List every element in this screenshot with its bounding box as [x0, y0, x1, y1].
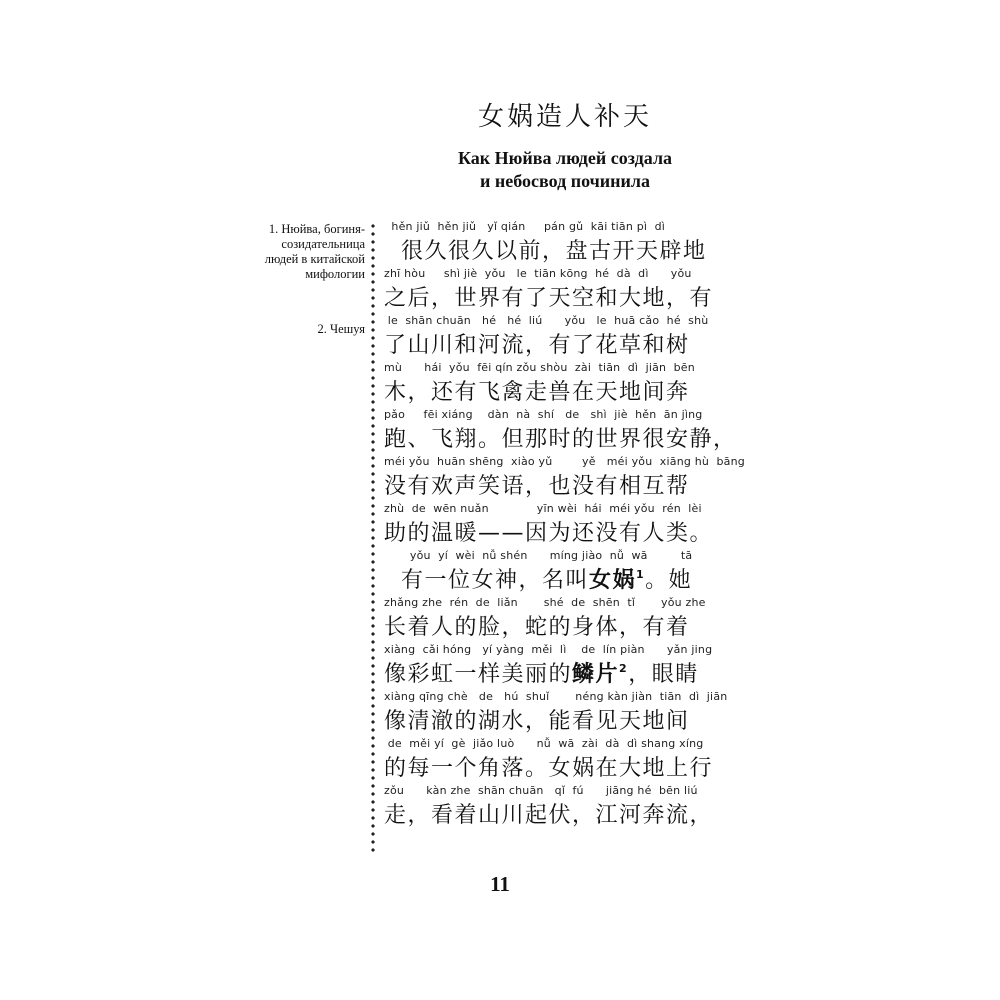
- text-line: [384, 690, 764, 737]
- text-line: [384, 643, 764, 690]
- hanzi: 的每一个角落。女娲在大地上行: [384, 756, 714, 781]
- text-line: [384, 502, 764, 549]
- hanzi: 像清澈的湖水，能看见天地间: [384, 709, 690, 734]
- hanzi: [384, 657, 764, 688]
- hanzi: 了山川和河流，有了花草和树: [384, 333, 690, 358]
- hanzi-part: ，眼睛: [628, 662, 699, 687]
- text-line: [384, 737, 764, 784]
- hanzi: 助的温暖——因为还没有人类。: [384, 521, 714, 546]
- text-line: [384, 314, 764, 361]
- pinyin: hěn jiǔ hěn jiǔ yǐ qián pán gǔ kāi tiān pì dì: [384, 220, 666, 233]
- hanzi: 走，看着山川起伏，江河奔流，: [384, 803, 714, 828]
- hanzi: 木，还有飞禽走兽在天地间奔: [384, 380, 690, 405]
- hanzi: 跑、飞翔。但那时的世界很安静，: [384, 427, 737, 452]
- hanzi-part: 像彩虹一样美丽的: [384, 662, 573, 687]
- margin-notes: [240, 222, 365, 337]
- hanzi: 长着人的脸，蛇的身体，有着: [384, 615, 690, 640]
- text-line: [384, 361, 764, 408]
- pinyin: le shān chuān hé hé liú yǒu le huā cǎo hé shù: [384, 314, 709, 327]
- hanzi: 很久很久以前，盘古开天辟地: [384, 239, 707, 264]
- page-number: 11: [490, 872, 510, 896]
- footnote-2: 2. Чешуя: [317, 322, 365, 336]
- pinyin: zhī hòu shì jiè yǒu le tiān kōng hé dà dì yǒu: [384, 267, 692, 280]
- pinyin: xiàng cǎi hóng yí yàng měi lì de lín piàn yǎn jing: [384, 643, 713, 656]
- pinyin: yǒu yí wèi nǚ shén míng jiào nǚ wā tā: [384, 549, 693, 562]
- footnote-1: 1. Нюйва, богиня- созидательница людей в китайской мифологии: [264, 222, 365, 281]
- glossed-term-scales: 鳞片: [572, 662, 620, 687]
- pinyin: mù hái yǒu fēi qín zǒu shòu zài tiān dì jiān bēn: [384, 361, 695, 374]
- text-line: [384, 549, 764, 596]
- hanzi-part: 。她: [645, 568, 693, 593]
- pinyin: méi yǒu huān shēng xiào yǔ yě méi yǒu xiāng hù bāng: [384, 455, 745, 468]
- text-line: [384, 408, 764, 455]
- subtitle-line-2: и небосвод починила: [480, 171, 650, 191]
- pinyin: zhù de wēn nuǎn yīn wèi hái méi yǒu rén lèi: [384, 502, 702, 515]
- page-subtitle: [0, 147, 1000, 193]
- hanzi: [384, 563, 764, 594]
- text-line: [384, 455, 764, 502]
- pinyin: zǒu kàn zhe shān chuān qǐ fú jiāng hé bēn liú: [384, 784, 698, 797]
- page-title: 女娲造人补天: [477, 102, 652, 132]
- text-line: [384, 596, 764, 643]
- subtitle-line-1: Как Нюйва людей создала: [457, 148, 673, 168]
- hanzi: 没有欢声笑语，也没有相互帮: [384, 474, 690, 499]
- footnote-marker-2: 2: [619, 662, 629, 675]
- glossed-term-nuwa: 女娲: [589, 568, 637, 593]
- hanzi: 之后，世界有了天空和大地，有: [384, 286, 714, 311]
- pinyin: de měi yí gè jiǎo luò nǚ wā zài dà dì shang xíng: [384, 737, 704, 750]
- footnote-marker-1: 1: [636, 568, 646, 581]
- pinyin: zhǎng zhe rén de liǎn shé de shēn tǐ yǒu zhe: [384, 596, 706, 609]
- pinyin: xiàng qīng chè de hú shuǐ néng kàn jiàn tiān dì jiān: [384, 690, 728, 703]
- story-text: [384, 220, 764, 831]
- text-line: [384, 267, 764, 314]
- dotted-divider: [371, 222, 375, 852]
- hanzi-part: 有一位女神，名叫: [384, 568, 589, 593]
- text-line: [384, 784, 764, 831]
- pinyin: pǎo fēi xiáng dàn nà shí de shì jiè hěn ān jìng: [384, 408, 703, 421]
- text-line: [384, 220, 764, 267]
